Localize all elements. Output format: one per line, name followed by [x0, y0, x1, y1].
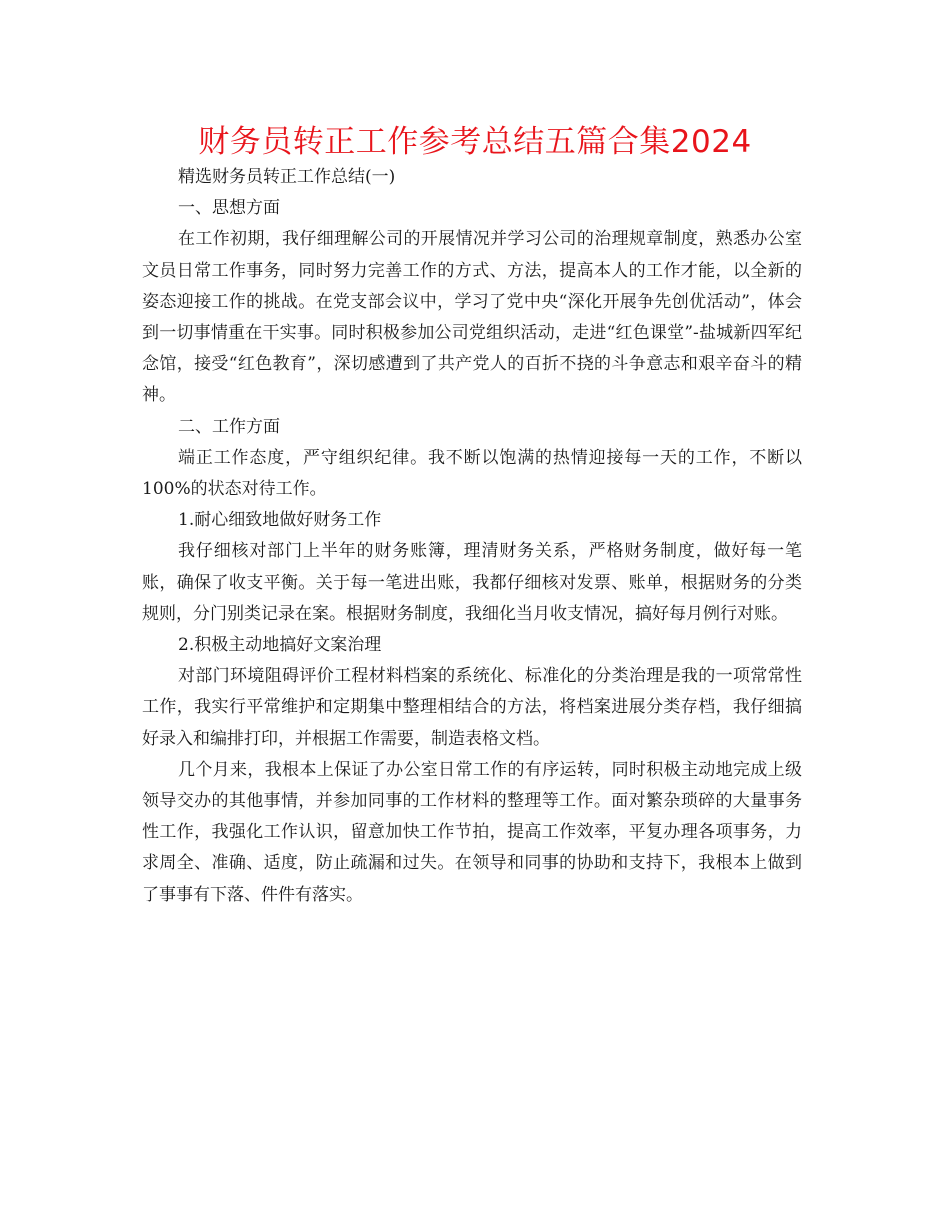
section-heading-selected-summary-1: 精选财务员转正工作总结(一) — [178, 167, 396, 187]
document-title: 财务员转正工作参考总结五篇合集2024 — [198, 124, 752, 160]
subheading-finance-work: 1.耐心细致地做好财务工作 — [178, 510, 382, 531]
paragraph-document-management: 对部门环境阻碍评价工程材料档案的系统化、标准化的分类治理是我的一项常常性工作，我实行平常维护和定期集中整理相结合的方法，将档案进展分类存档，我仔细搞好录入和编排打印，并根据工作需要，制造表格文档。 — [142, 666, 802, 749]
paragraph-finance-work: 我仔细核对部门上半年的财务账簿，理清财务关系，严格财务制度，做好每一笔账，确保了收支平衡。关于每一笔进出账，我都仔细核对发票、账单，根据财务的分类规则，分门别类记录在案。根据财务制度，我细化当月收支情况，搞好每月例行对账。 — [142, 541, 802, 624]
paragraph-thinking: 在工作初期，我仔细理解公司的开展情况并学习公司的治理规章制度，熟悉办公室文员日常工作事务，同时努力完善工作的方式、方法，提高本人的工作才能，以全新的姿态迎接工作的挑战。在党支部会议中，学习了党中央“深化开展争先创优活动”，体会到一切事情重在干实事。同时积极参加公司党组织活动，走进“红色课堂”-盐城新四军纪念馆，接受“红色教育”，深切感遭到了共产党人的百折不挠的斗争意志和艰辛奋斗的精神。 — [142, 229, 802, 406]
paragraph-conclusion: 几个月来，我根本上保证了办公室日常工作的有序运转，同时积极主动地完成上级领导交办的其他事情，并参加同事的工作材料的整理等工作。面对繁杂琐碎的大量事务性工作，我强化工作认识，留意加快工作节拍，提高工作效率，平复办理各项事务，力求周全、准确、适度，防止疏漏和过失。在领导和同事的协助和支持下，我根本上做到了事事有下落、件件有落实。 — [142, 759, 802, 905]
subheading-document-management: 2.积极主动地搞好文案治理 — [178, 635, 382, 656]
section-heading-thinking: 一、思想方面 — [178, 198, 280, 219]
section-heading-work: 二、工作方面 — [178, 416, 280, 437]
document-body — [142, 162, 802, 911]
paragraph-work-attitude: 端正工作态度，严守组织纪律。我不断以饱满的热情迎接每一天的工作，不断以100%的状态对待工作。 — [142, 447, 802, 500]
